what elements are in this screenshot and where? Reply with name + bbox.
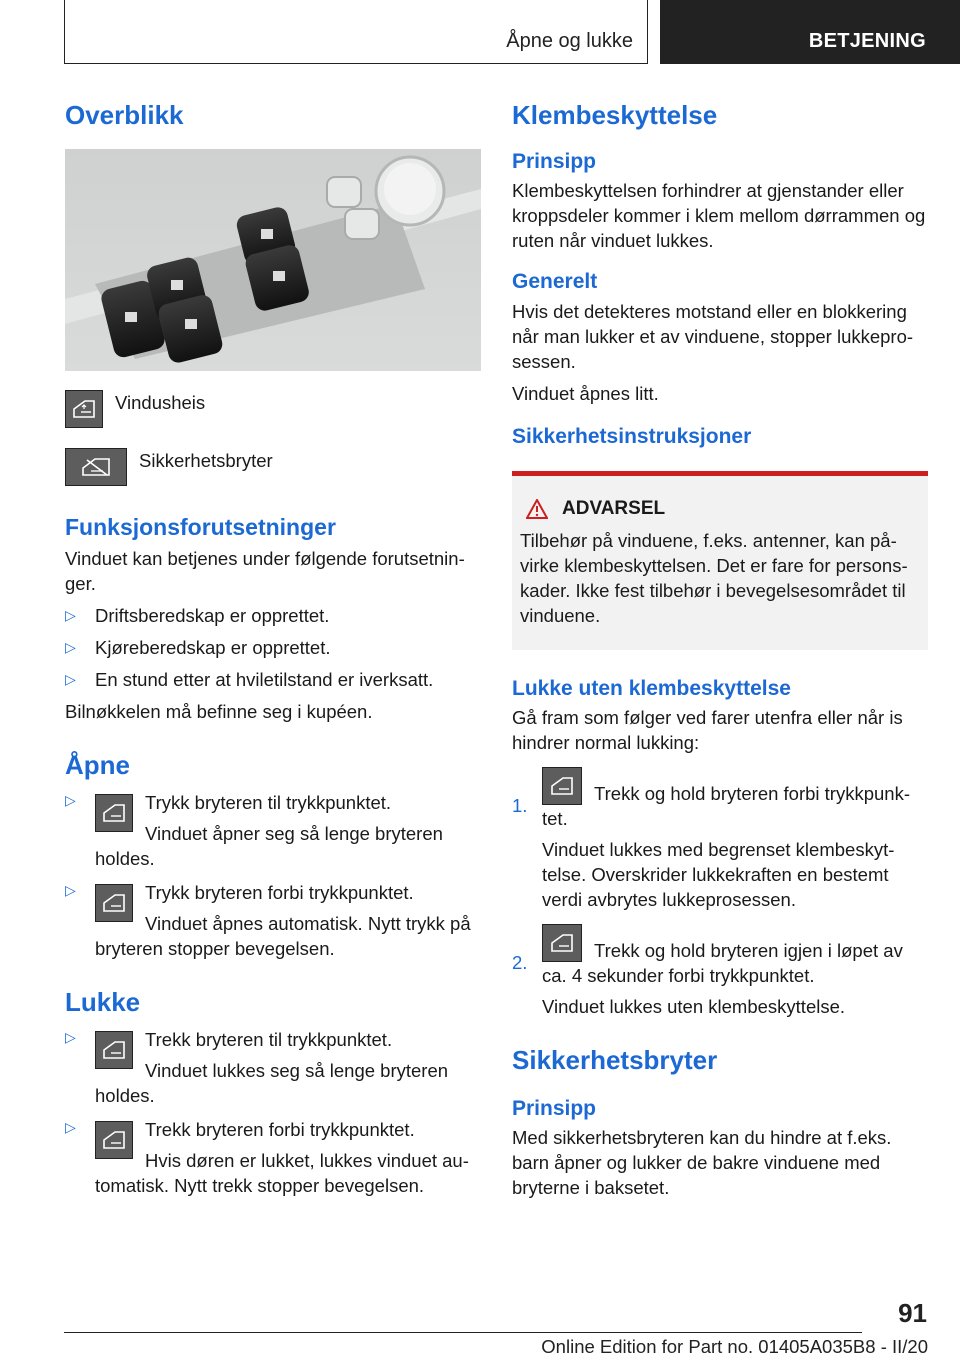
warning-triangle-icon <box>526 499 548 519</box>
left-column <box>65 100 481 1198</box>
pinch-heading: Klembeskyttelse <box>512 100 718 130</box>
overview-heading: Overblikk <box>65 100 184 130</box>
close-item-2-result: Hvis døren er lukket, lukkes vinduet automatisk. Nytt trekk stopper bevegelsen. <box>95 1150 469 1197</box>
triangle-bullet-icon: ▷ <box>65 881 76 898</box>
window-lift-icon <box>65 390 103 428</box>
step-number: 2. <box>512 951 528 973</box>
nopinch-heading: Lukke uten klembeskyttelse <box>512 676 791 700</box>
func-intro: Vinduet kan betjenes under følgende forutsetninger. <box>65 547 465 594</box>
switch-principle-heading: Prinsipp <box>512 1097 597 1121</box>
warning-text: Tilbehør på vinduene, f.eks. antenner, kan påvirke klembeskyttelsen. Det er fare for personskader. Ikke fest tilbehør i bevegelsesområdet til vinduene. <box>520 529 908 626</box>
close-heading: Lukke <box>65 986 141 1017</box>
legend-label-window-lift: Vindusheis <box>115 392 206 414</box>
step-1-action: Trekk og hold bryteren forbi trykkpunktet. <box>542 782 911 829</box>
close-item-1-result: Vinduet lukkes seg så lenge bryteren holdes. <box>95 1060 449 1107</box>
func-outro: Bilnøkkelen må befinne seg i kupéen. <box>65 700 373 722</box>
step-1-result: Vinduet lukkes med begrenset klembeskyttelse. Overskrider lukkekraften en bestemt verdi avbrytes lukkeprosessen. <box>542 838 895 910</box>
step-1 <box>512 767 928 912</box>
step-number: 1. <box>512 794 528 816</box>
open-item-2-action: Trykk bryteren forbi trykkpunktet. <box>145 881 414 903</box>
warning-label: ADVARSEL <box>562 497 666 519</box>
page-header <box>64 0 960 66</box>
list-item: ▷ En stund etter at hviletilstand er iverksatt. <box>65 668 434 690</box>
triangle-bullet-icon: ▷ <box>65 670 76 687</box>
triangle-bullet-icon: ▷ <box>65 638 76 655</box>
triangle-bullet-icon: ▷ <box>65 791 76 808</box>
window-lift-icon <box>95 1031 133 1069</box>
triangle-bullet-icon: ▷ <box>65 1119 76 1136</box>
header-section-title: Åpne og lukke <box>506 30 633 52</box>
general-text-2: Vinduet åpnes litt. <box>512 382 659 404</box>
step-2 <box>512 924 928 1019</box>
close-item-2 <box>65 1117 481 1198</box>
warning-box <box>512 471 928 650</box>
close-item-1-action: Trekk bryteren til trykkpunktet. <box>145 1029 393 1051</box>
list-item: ▷ Driftsberedskap er opprettet. <box>65 604 330 626</box>
switch-heading: Sikkerhetsbryter <box>512 1044 718 1075</box>
legend-row-window-lift <box>65 390 481 428</box>
step-2-result: Vinduet lukkes uten klembeskyttelse. <box>542 995 846 1017</box>
switch-text: Med sikkerhetsbryteren kan du hindre at f.eks. barn åpner og lukker de bakre vinduene med bryterne i baksetet. <box>512 1127 892 1199</box>
window-lift-icon <box>95 1121 133 1159</box>
footer-edition: Online Edition for Part no. 01405A035B8 - II/20 <box>541 1336 928 1357</box>
list-item: ▷ Kjøreberedskap er opprettet. <box>65 636 331 658</box>
general-text: Hvis det detekteres motstand eller en blokkering når man lukker et av vinduene, stopper lukkeprosessen. <box>512 300 914 372</box>
principle-heading: Prinsipp <box>512 150 597 174</box>
safety-heading: Sikkerhetsinstruksjoner <box>512 424 752 448</box>
legend-label-safety-switch: Sikkerhetsbryter <box>139 450 273 472</box>
func-heading: Funksjonsforutsetninger <box>65 514 336 541</box>
open-item-1 <box>65 790 481 871</box>
open-item-1-result: Vinduet åpner seg så lenge bryteren holdes. <box>95 822 443 869</box>
window-lift-icon <box>542 924 582 962</box>
window-lift-icon <box>95 884 133 922</box>
nopinch-intro: Gå fram som følger ved farer utenfra eller når is hindrer normal lukking: <box>512 706 903 753</box>
func-bullet-list <box>65 603 481 692</box>
open-heading: Åpne <box>65 749 130 780</box>
step-2-action: Trekk og hold bryteren igjen i løpet av ca. 4 sekunder forbi trykkpunktet. <box>542 939 903 986</box>
open-item-2-result: Vinduet åpnes automatisk. Nytt trykk på bryteren stopper bevegelsen. <box>95 912 471 959</box>
header-chapter-title: BETJENING <box>808 30 926 52</box>
legend-row-safety-switch <box>65 448 481 486</box>
window-switch-photo <box>65 149 481 371</box>
open-item-2 <box>65 880 481 961</box>
close-item-2-action: Trekk bryteren forbi trykkpunktet. <box>145 1119 415 1141</box>
warning-title <box>520 498 918 520</box>
general-heading: Generelt <box>512 270 598 294</box>
window-lift-icon <box>542 767 582 805</box>
close-item-1 <box>65 1027 481 1108</box>
footer-divider <box>64 1332 862 1333</box>
safety-switch-icon <box>65 448 127 486</box>
window-lift-icon <box>95 794 133 832</box>
open-item-1-action: Trykk bryteren til trykkpunktet. <box>145 791 392 813</box>
header-chapter-tab <box>660 0 960 64</box>
principle-text: Klembeskyttelsen forhindrer at gjenstander eller kroppsdeler kommer i klem mellom dørrammen og ruten når vinduet lukkes. <box>512 180 926 252</box>
right-column <box>512 100 928 1200</box>
header-section-box <box>64 0 648 64</box>
triangle-bullet-icon: ▷ <box>65 606 76 623</box>
page-number: 91 <box>898 1298 927 1328</box>
triangle-bullet-icon: ▷ <box>65 1029 76 1046</box>
